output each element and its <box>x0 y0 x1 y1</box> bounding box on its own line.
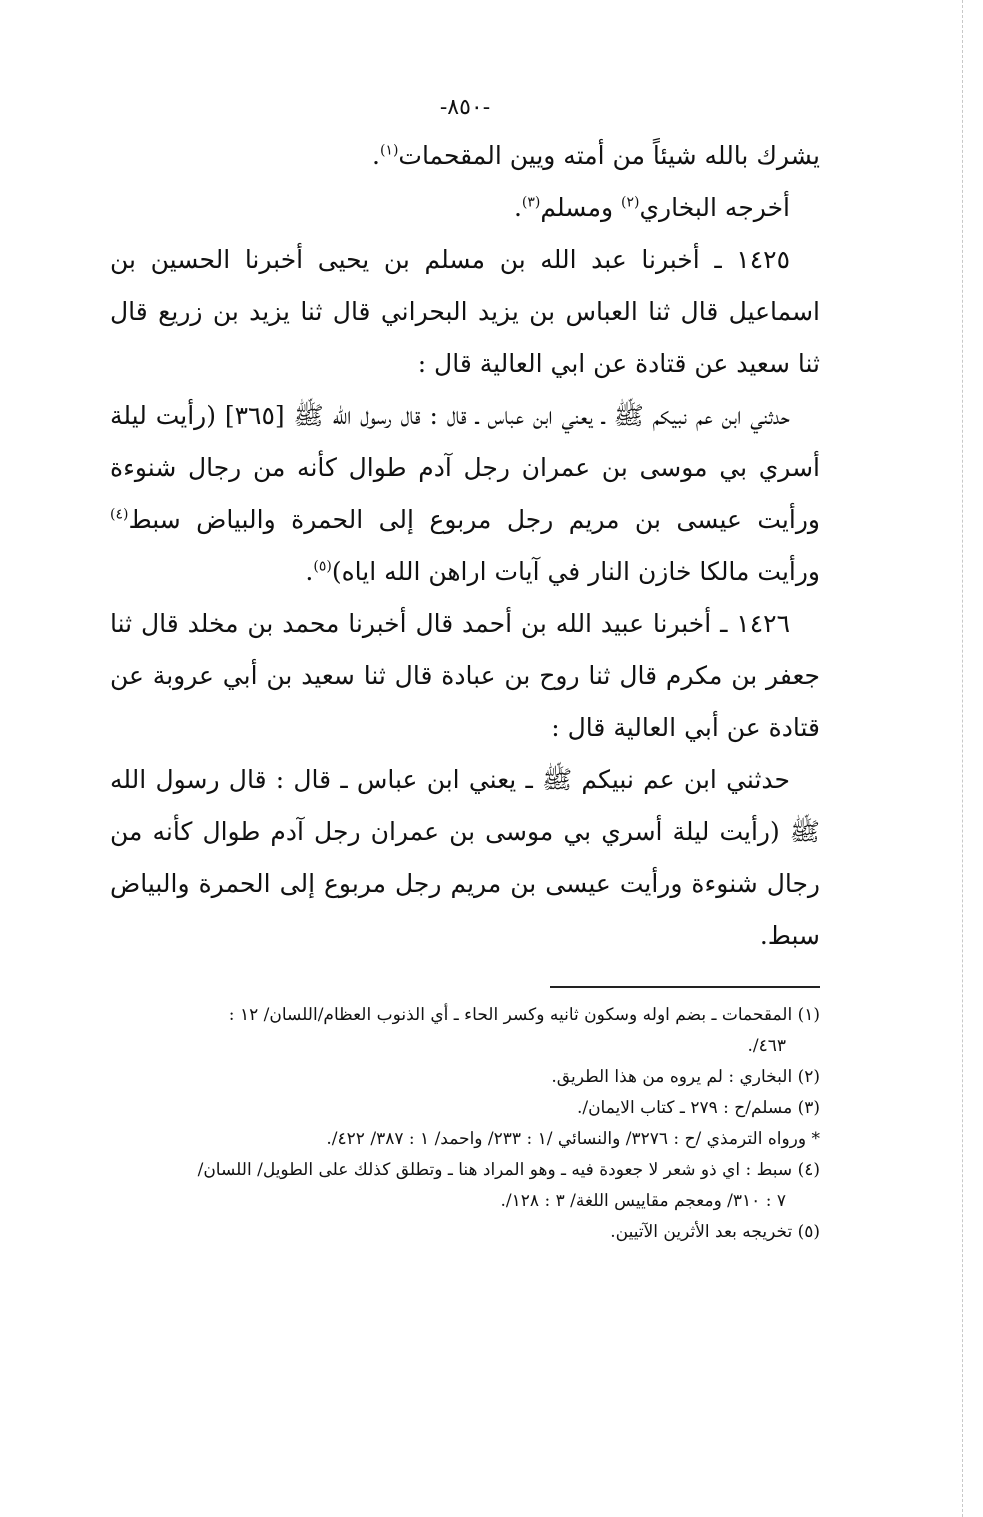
paragraph-1 <box>110 130 820 182</box>
footnote-3-extra: * ورواه الترمذي /ح : ٣٢٧٦/ والنسائي /١ : ٢٣٣/ واحمد/ ١ : ٣٨٧/ ٤٢٢/. <box>326 1129 820 1149</box>
paragraph-2-text: أخرجه البخاري <box>639 193 790 222</box>
footnote-5: (٥) تخريجه بعد الأثرين الآتيين. <box>610 1222 820 1242</box>
hadith-1425-chain: ١٤٢٥ ـ أخبرنا عبد الله بن مسلم بن يحيى أخبرنا الحسين بن اسماعيل قال ثنا العباس بن يزيد البحراني قال ثنا يزيد بن زريع قال ثنا سعيد عن قتادة عن ابي العالية قال : <box>110 245 820 378</box>
footnote-1: (١) المقحمات ـ بضم اوله وسكون ثانيه وكسر الحاء ـ أي الذنوب العظام/اللسان/ ١٢ : <box>228 1005 820 1025</box>
hadith-1425-body: حدثني ابن عم نبيكم ﷺ ـ يعني ابن عباس ـ قال : قال رسول الله ﷺ [٣٦٥] (رأيت ليلة أسري بي موسى بن عمران رجل آدم طوال كأنه من رجال شنوءة ورأيت عيسى بن مريم رجل مربوع إلى الحمرة والبياض سبط <box>110 401 820 534</box>
page-number: -٨٥٠- <box>439 95 491 120</box>
book-page <box>110 95 820 1248</box>
footnote-ref-1[interactable]: (١) <box>379 142 399 159</box>
footnote-3: (٣) مسلم/ح : ٢٧٩ ـ كتاب الايمان/. <box>576 1098 820 1118</box>
paragraph-2-muslim: ومسلم <box>540 193 622 222</box>
period: . <box>371 141 380 170</box>
period: . <box>305 557 314 586</box>
footnote-ref-4[interactable]: (٤) <box>110 506 129 523</box>
paragraph-2 <box>110 182 820 234</box>
footnote-ref-5[interactable]: (٥) <box>313 558 332 575</box>
footnotes <box>110 1000 820 1248</box>
main-text <box>110 130 820 962</box>
footnote-1-continued: ٤٦٣/. <box>747 1036 786 1056</box>
hadith-1425-rest: ورأيت مالكا خازن النار في آيات اراهن الله اياه) <box>331 557 820 586</box>
footnote-ref-2[interactable]: (٢) <box>621 194 640 211</box>
footnote-4: (٤) سبط : اي ذو شعر لا جعودة فيه ـ وهو المراد هنا ـ وتطلق كذلك على الطويل/ اللسان/ <box>197 1160 820 1180</box>
paragraph-1-text: يشرك بالله شيئاً من أمته ويين المقحمات <box>398 141 820 170</box>
footnote-2: (٢) البخاري : لم يروه من هذا الطريق. <box>551 1067 820 1087</box>
page-edge-line <box>962 0 963 1517</box>
hadith-1425-text <box>110 390 820 598</box>
period: . <box>513 193 522 222</box>
footnote-separator <box>550 986 820 988</box>
hadith-1426-chain: ١٤٢٦ ـ أخبرنا عبيد الله بن أحمد قال أخبرنا محمد بن مخلد قال ثنا جعفر بن مكرم قال ثنا روح بن عبادة قال ثنا سعيد بن أبي عروبة عن قتادة عن أبي العالية قال : <box>110 609 820 742</box>
hadith-1426-text: حدثني ابن عم نبيكم ﷺ ـ يعني ابن عباس ـ قال : قال رسول الله ﷺ (رأيت ليلة أسري بي موسى بن عمران رجل آدم طوال كأنه من رجال شنوءة ورأيت عيسى بن مريم رجل مربوع إلى الحمرة والبياض سبط. <box>110 765 820 950</box>
footnote-ref-3[interactable]: (٣) <box>521 194 541 211</box>
footnote-4-continued: ٧ : ٣١٠/ ومعجم مقاييس اللغة/ ٣ : ١٢٨/. <box>500 1191 786 1211</box>
